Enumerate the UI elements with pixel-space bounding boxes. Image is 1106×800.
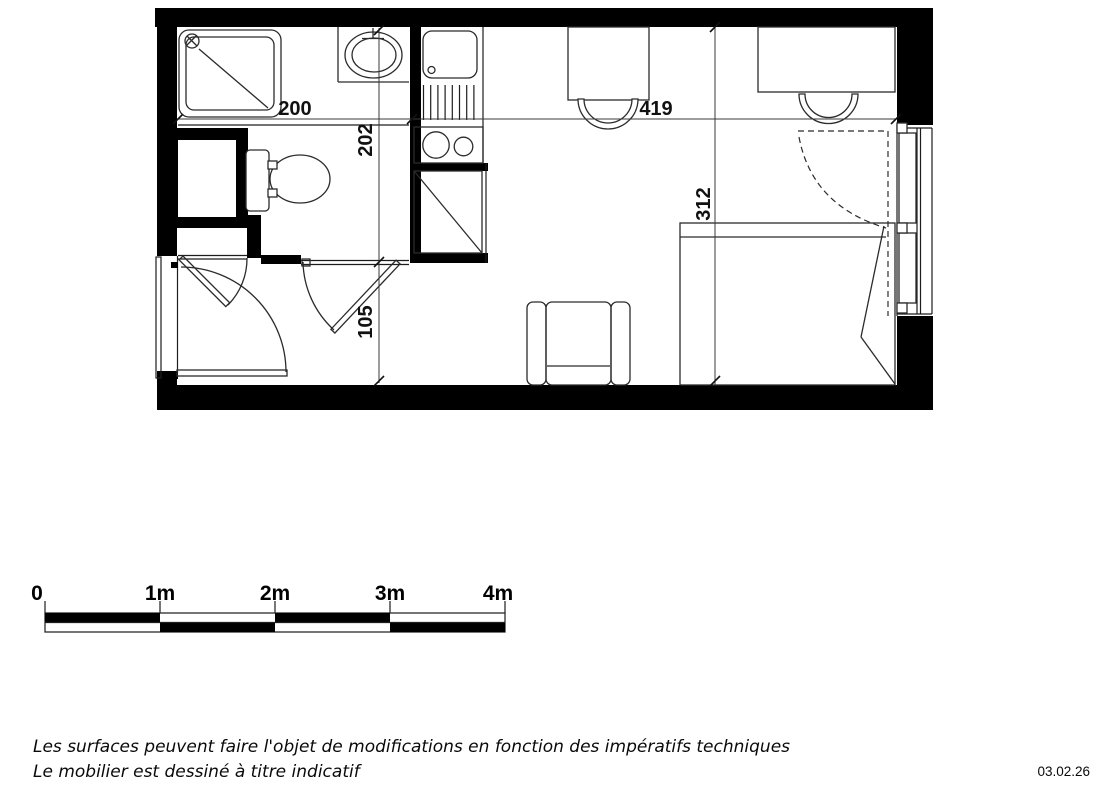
wall-kitchen-mid-bar bbox=[412, 163, 488, 171]
scale-label-4m: 4m bbox=[482, 582, 514, 605]
disclaimer-notes bbox=[33, 735, 933, 785]
chair-1 bbox=[578, 99, 638, 129]
entry-door-swing-arc bbox=[181, 267, 286, 372]
under-counter-fridge bbox=[414, 163, 486, 263]
toilet bbox=[246, 150, 330, 211]
closet-door bbox=[178, 256, 247, 307]
hob-burner-large-icon bbox=[423, 132, 449, 158]
kitchenette bbox=[414, 27, 486, 263]
dim-main-room-depth: 312 bbox=[693, 187, 715, 221]
duct-shaft-inner bbox=[178, 140, 236, 217]
dim-entry-depth: 105 bbox=[355, 305, 377, 339]
bed-cover-fold bbox=[861, 226, 884, 337]
desk-1 bbox=[568, 27, 649, 129]
closet-door-leaf bbox=[179, 256, 230, 307]
washbasin bbox=[338, 27, 409, 82]
toilet-bowl bbox=[270, 155, 330, 203]
window bbox=[798, 123, 932, 316]
scale-label-1m: 1m bbox=[144, 582, 176, 605]
desk-2 bbox=[758, 27, 895, 123]
scale-label-3m: 3m bbox=[374, 582, 406, 605]
scale-label-0: 0 bbox=[31, 582, 43, 605]
window-swing-dashed-arc bbox=[799, 137, 886, 228]
entry-door-leaf bbox=[177, 370, 287, 376]
plan-date: 03.02.26 bbox=[1037, 764, 1090, 779]
bathroom-door-swing-arc bbox=[303, 262, 334, 330]
shower bbox=[179, 30, 281, 117]
wall-top bbox=[155, 8, 933, 27]
wall-kitchen-bottom-bar bbox=[412, 253, 488, 263]
disclaimer-line-1: Les surfaces peuvent faire l'objet de modifications en fonction des impératifs techniques bbox=[33, 737, 791, 757]
bed bbox=[680, 223, 895, 385]
scale-bar bbox=[31, 582, 513, 632]
dim-main-room-width: 419 bbox=[639, 98, 673, 120]
vent-grille-icon bbox=[424, 85, 474, 120]
wall-kitchen-partition bbox=[410, 27, 421, 263]
dimension-lines bbox=[173, 22, 901, 386]
scale-label-2m: 2m bbox=[259, 582, 291, 605]
wall-right-upper bbox=[897, 8, 933, 125]
wall-stub-entry bbox=[247, 215, 261, 258]
window-casement-lower bbox=[899, 233, 916, 303]
wall-bottom bbox=[157, 385, 933, 410]
armchair bbox=[527, 302, 630, 385]
wall-bathroom-bottom bbox=[261, 255, 301, 264]
closet-door-swing-arc bbox=[228, 258, 247, 305]
corridor-recess bbox=[156, 256, 178, 378]
toilet-cistern bbox=[246, 150, 269, 211]
hob-burner-small-icon bbox=[454, 137, 473, 156]
dim-bathroom-depth: 202 bbox=[355, 123, 377, 157]
hob-unit bbox=[414, 127, 483, 163]
kitchen-sink-unit bbox=[423, 31, 477, 78]
dim-bathroom-width: 200 bbox=[278, 98, 312, 120]
disclaimer-line-2: Le mobilier est dessiné à titre indicatif bbox=[33, 762, 360, 782]
window-casement-upper bbox=[899, 133, 916, 223]
entry-door bbox=[171, 262, 287, 379]
walls bbox=[155, 8, 933, 410]
